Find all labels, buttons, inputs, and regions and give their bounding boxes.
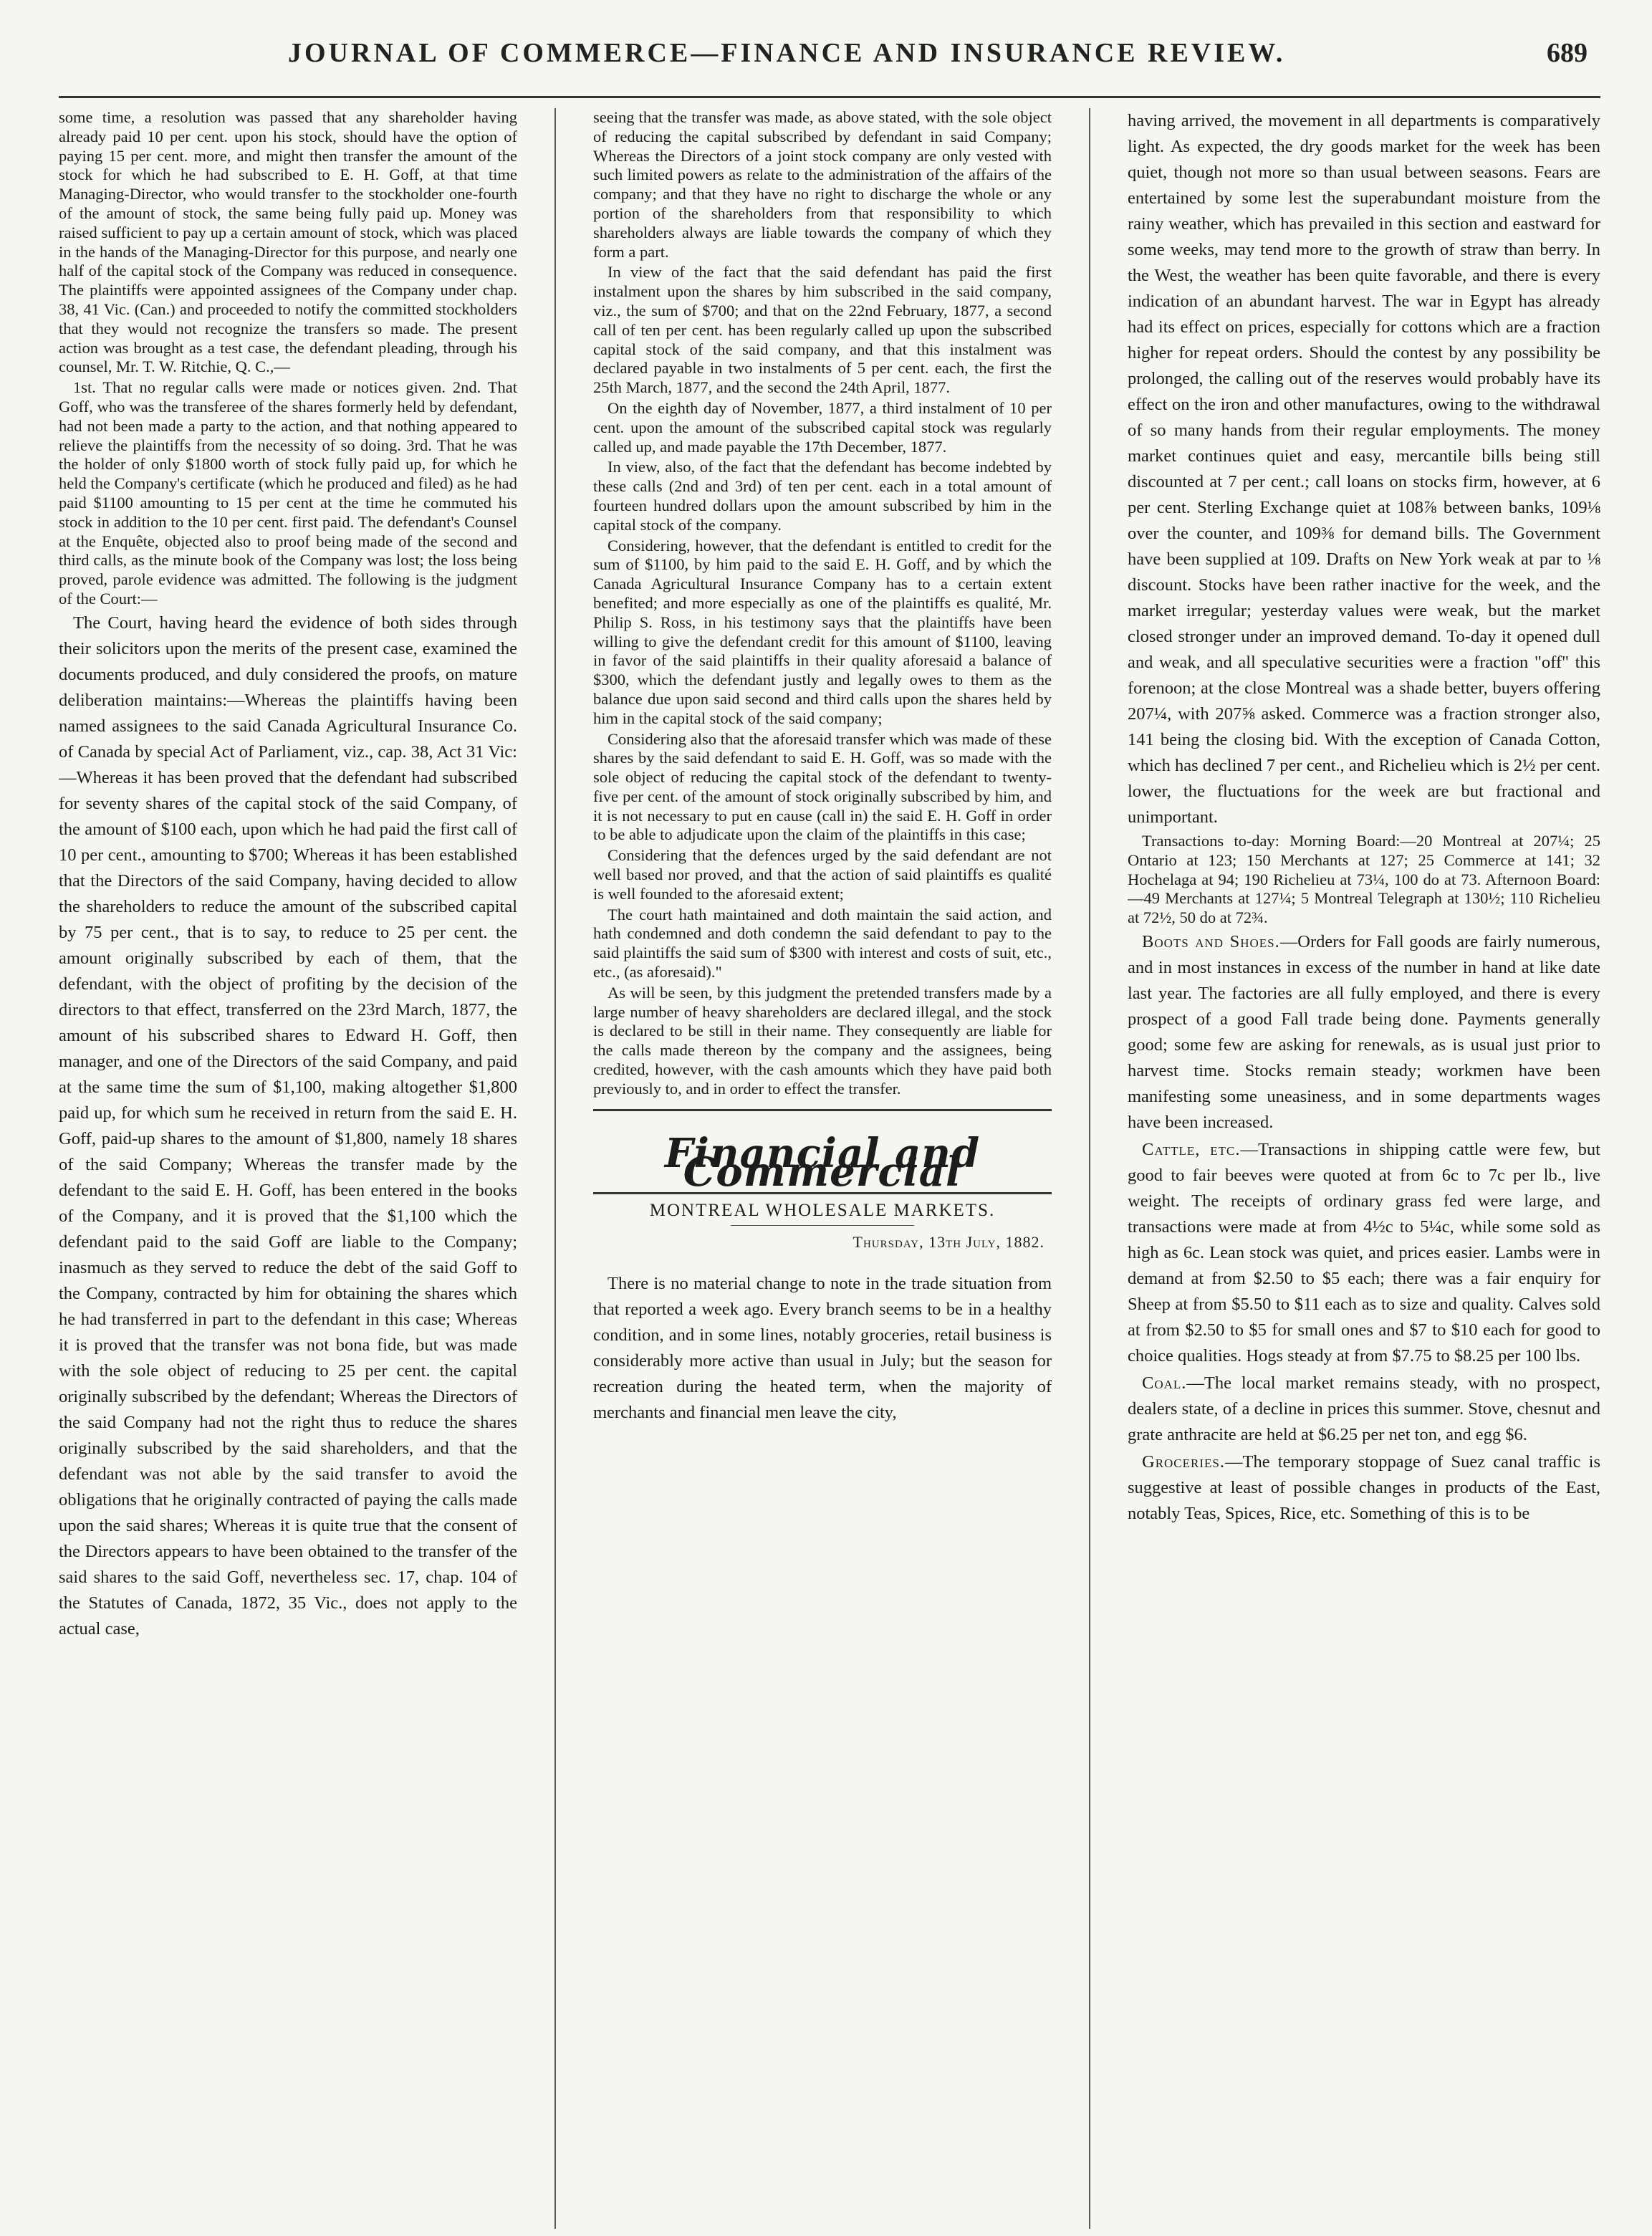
- dateline: [593, 1233, 1044, 1252]
- column-rule: [1089, 108, 1090, 2229]
- section-text: —Transactions in shipping cattle were few, but good to fair beeves were quoted at from 6c to 7c per lb., live weight. The receipts of ordinary grass fed were large, and transactions were made at from 4½c to 5¼c, while some sold as high as 6c. Lean stock was quiet, and prices easier. Lambs were in demand at from $2.50 to $5 each; there was a fair enquiry for Sheep at from $5.50 to $11 each as to size and quality. Calves sold at from $2.50 to $5 for small ones and $7 to $10 each for good to choice qualities. Hogs steady at from $7.75 to $8.25 per 100 lbs.: [1128, 1139, 1600, 1366]
- market-section-coal: [1128, 1371, 1600, 1448]
- market-section-boots: [1128, 929, 1600, 1136]
- runin-heading: Cattle, etc.: [1142, 1139, 1241, 1159]
- paragraph: The Court, having heard the evidence of both sides through their solicitors upon the merits of the present case, examined the documents produced, and duly considered the proofs, on mature deliberation maintains:—Whereas the plaintiffs having been named assignees to the said Canada Agricultural Insurance Co. of Canada by special Act of Parliament, viz., cap. 38, Act 31 Vic:—Whereas it has been proved that the defendant had subscribed for seventy shares of the capital stock of the said Company, of the amount of $100 each, upon which he had paid the first call of 10 per cent., amounting to $700; Whereas it has been established that the Directors of the said Company, having decided to allow the shareholders to reduce the amount of the subscribed capital by 75 per cent., that is to say, to reduce to 25 per cent. the amount originally subscribed by each of them, that the defendant, with the object of profiting by the decision of the directors to that effect, transferred on the 23rd March, 1877, the amount of his subscribed shares to Edward H. Goff, then manager, and one of the Directors of the said Company, and paid at the same time the sum of $1,100, making altogether $1,800 paid up, for which sum he received in return from the said E. H. Goff, paid-up shares to the amount of $1,800, namely 18 shares of the said Company; Whereas the transfer made by the defendant to the said E. H. Goff, has been entered in the books of the Company, and it is proved that the $1,100 which the defendant paid to the said Goff are liable to the Company; inasmuch as they served to reduce the debt of the said Goff to the Company, contracted by him for obtaining the shares which he had transferred in part to the defendant in this case; Whereas it is proved that the transfer was not bona fide, but was made with the sole object of reducing to 25 per cent. the capital originally subscribed by the defendant; Whereas the Directors of the said Company had not the right thus to reduce the shares originally subscribed by the said shareholders, and that the defendant was not able by the said transfer to avoid the obligations that he originally contracted of paying the calls made upon the said shares; Whereas it is quite true that the consent of the Directors appears to have been obtained to the transfer of the said shares to the said Goff, nevertheless sec. 17, chap. 104 of the Statutes of Canada, 1872, 35 Vic., does not apply to the actual case,: [59, 613, 517, 1638]
- dateline-text: Thursday, 13th July, 1882.: [853, 1233, 1044, 1252]
- paragraph: In view of the fact that the said defendant has paid the first instalment upon the shares by him subscribed in the said company, viz., the sum of $700; and that on the 22nd February, 1877, a second call of ten per cent. has been regularly called up upon the subscribed capital stock of the said company, and that this instalment was declared payable in two instalments of 5 per cent. each, the first the 25th March, 1877, and the second the 24th April, 1877.: [593, 263, 1052, 397]
- section-title: Financial and Commercial: [664, 1129, 981, 1196]
- paragraph: Considering also that the aforesaid transfer which was made of these shares by the said defendant to said E. H. Goff, was so made with the sole object of reducing the capital stock of the defendant to twenty-five per cent. of the amount of stock originally subscribed by him, and it is not necessary to put en cause (call in) the said E. H. Goff in order to be able to adjudicate upon the claim of the plaintiffs in this case;: [593, 729, 1052, 844]
- section-text: —The temporary stoppage of Suez canal traffic is suggestive at least of possible changes in products of the East, notably Teas, Spices, Rice, etc. Something of this is to be: [1128, 1452, 1600, 1523]
- thin-rule: [731, 1225, 914, 1226]
- paragraph: On the eighth day of November, 1877, a third instalment of 10 per cent. upon the amount of the subscribed capital stock was regularly called up, and made payable the 17th December, 1877.: [593, 398, 1052, 456]
- paragraph: As will be seen, by this judgment the pretended transfers made by a large number of heavy shareholders are declared illegal, and the stock is declared to be still in their name. They consequently are liable for the calls made thereon by the company and the assignees, being credited, however, with the cash amounts which they have paid both previously to, and in order to effect the transfer.: [593, 983, 1052, 1098]
- paragraph: Transactions to-day: Morning Board:—20 Montreal at 207¼; 25 Ontario at 123; 150 Merchants at 127; 25 Commerce at 141; 32 Hochelaga at 94; 190 Richelieu at 73¼, 100 do at 73. Afternoon Board:—49 Merchants at 127¼; 5 Montreal Telegraph at 130½; 110 Richelieu at 72½, 50 do at 72¾.: [1128, 832, 1600, 927]
- column-left: [59, 108, 517, 2229]
- market-section-cattle: [1128, 1137, 1600, 1369]
- market-section-groceries: [1128, 1449, 1600, 1527]
- section-text: —The local market remains steady, with no prospect, dealers state, of a decline in prices this summer. Stove, chesnut and grate anthracite are held at $6.25 per net ton, and egg $6.: [1128, 1373, 1600, 1444]
- columns: [59, 108, 1600, 2229]
- section-subtitle: MONTREAL WHOLESALE MARKETS.: [649, 1201, 996, 1221]
- paragraph: The court hath maintained and doth maintain the said action, and hath condemned and doth condemn the said defendant to pay to the said plaintiffs the said sum of $300 with interest and costs of suit, etc., etc., (as aforesaid).": [593, 905, 1052, 982]
- paragraph: seeing that the transfer was made, as above stated, with the sole object of reducing the capital subscribed by defendant in said Company; Whereas the Directors of a joint stock company are only vested with such limited powers as relate to the administration of the affairs of the company; and that they have no right to discharge the whole or any portion of the shareholders from that responsibility to which shareholders always are liable towards the company of which they form a part.: [593, 108, 1052, 261]
- paragraph: having arrived, the movement in all departments is comparatively light. As expected, the dry goods market for the week has been quiet, though not more so than usual between seasons. Fears are entertained by some lest the superabundant moisture from the rainy weather, which has prevailed in this section and eastward for some weeks, may tend more to the growth of straw than berry. In the West, the weather has been quite favorable, and there is every indication of an abundant harvest. The war in Egypt has already had its effect on prices, especially for cottons which are a fraction higher for repeat orders. Should the contest by any possibility be prolonged, the calling out of the reserves would probably have its effect on the iron and other manufactures, owing to the withdrawal of so many hands from their regular employments. The money market continues quiet and easy, mercantile bills being still discounted at 7 per cent.; call loans on stocks firm, however, at 6 per cent. Sterling Exchange quiet at 108⅞ between banks, 109⅛ over the counter, and 109⅜ for demand bills. The Government have been supplied at 109. Drafts on New York weak at par to ⅛ discount. Stocks have been rather inactive for the week, and the market irregular; yesterday values were weak, but the market closed stronger under an improved demand. To-day it opened dull and weak, and all speculative securities were a fraction "off" this forenoon; at the close Montreal was a shade better, buyers offering 207¼, with 207⅝ asked. Commerce was a fraction stronger also, 141 being the closing bid. With the exception of Canada Cotton, which has declined 7 per cent., and Richelieu which is 2½ per cent. lower, the fluctuations for the week are but fractional and unimportant.: [1128, 111, 1600, 827]
- header-rule: [59, 96, 1600, 98]
- runin-heading: Boots and Shoes.: [1142, 931, 1280, 951]
- running-head: [59, 37, 1600, 80]
- paragraph: Considering, however, that the defendant is entitled to credit for the sum of $1100, by him paid to the said E. H. Goff, and by which the Canada Agricultural Insurance Company has to a certain extent benefited; and more especially as one of the plaintiffs es qualité, Mr. Philip S. Ross, in his testimony says that the plaintiffs have been willing to give the defendant credit for this amount of $1100, leaving in favor of the said plaintiffs in their quality aforesaid a balance of $300, which the defendant justly and legally owes to them as the balance due upon said second and third calls upon the shares held by him in the capital stock of the said company;: [593, 536, 1052, 727]
- section-text: —Orders for Fall goods are fairly numerous, and in most instances in excess of the number in hand at like date last year. The factories are all fully employed, and there is every prospect of a good Fall trade being done. Payments generally good; some few are asking for renewals, as is usual just prior to harvest time. Stocks remain steady; workmen have been manifesting some uneasiness, and in some departments wages have been increased.: [1128, 931, 1600, 1132]
- runin-heading: Groceries.: [1142, 1452, 1225, 1472]
- paragraph: There is no material change to note in the trade situation from that reported a week ago. Every branch seems to be in a healthy condition, and in some lines, notably groceries, retail business is considerably more active than usual in July; but the season for recreation during the heated term, when the majority of merchants and financial men leave the city,: [593, 1273, 1052, 1422]
- paragraph: some time, a resolution was passed that any shareholder having already paid 10 per cent. upon his stock, should have the option of paying 15 per cent. more, and might then transfer the amount of the stock for which he had subscribed to E. H. Goff, at that time Managing-Director, who would transfer to the stockholder one-fourth of the amount of stock, the same being fully paid up. Money was raised sufficient to pay up a certain amount of stock, which was placed in the hands of the Managing-Director for this purpose, and nearly one half of the capital stock of the Company was reduced in consequence. The plaintiffs were appointed assignees of the Company under chap. 38, 41 Vic. (Can.) and proceeded to notify the committed stockholders that they would not recognize the transfers so made. The present action was brought as a test case, the defendant pleading, through his counsel, Mr. T. W. Ritchie, Q. C.,—: [59, 108, 517, 376]
- runin-heading: Coal.: [1142, 1373, 1187, 1393]
- paragraph: Considering that the defences urged by the said defendant are not well based nor proved, and that the action of said plaintiffs es qualité is well founded to the aforesaid extent;: [593, 846, 1052, 903]
- column-middle: [593, 108, 1052, 2229]
- paragraph: In view, also, of the fact that the defendant has become indebted by these calls (2nd and 3rd) of ten per cent. each in a total amount of fourteen hundred dollars upon the amount subscribed by him in the capital stock of the company.: [593, 458, 1052, 534]
- page-number: 689: [1547, 38, 1588, 68]
- paragraph: 1st. That no regular calls were made or notices given. 2nd. That Goff, who was the transferee of the shares formerly held by defendant, had not been made a party to the action, and that nothing appeared to relieve the plaintiffs from the necessity of so doing. 3rd. That he was the holder of only $1800 worth of stock fully paid up, for which he held the Company's certificate (which he produced and filed) as he had paid $1100 amounting to 15 per cent at the time he commuted his stock in addition to the 10 per cent. first paid. The defendant's Counsel at the Enquête, objected also to proof being made of the second and third calls, as the minute book of the Company was lost; the loss being proved, parole evidence was admitted. The following is the judgment of the Court:—: [59, 378, 517, 608]
- section-rule: [593, 1109, 1052, 1111]
- column-rule: [554, 108, 556, 2229]
- column-right: [1128, 108, 1600, 2229]
- running-title: JOURNAL OF COMMERCE—FINANCE AND INSURANCE REVIEW.: [288, 38, 1286, 68]
